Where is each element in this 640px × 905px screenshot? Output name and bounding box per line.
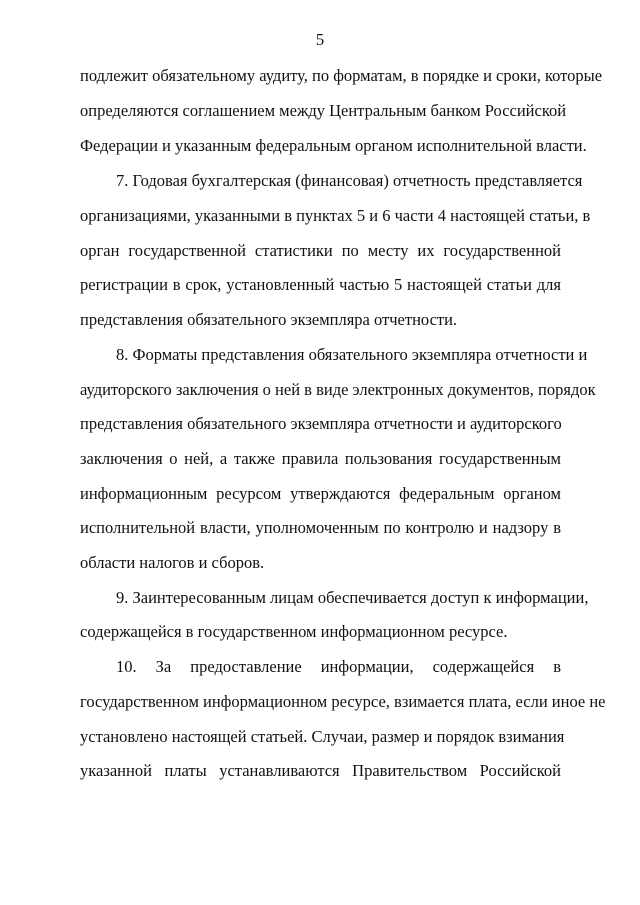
- text-line: области налогов и сборов.: [80, 553, 265, 572]
- paragraph-7-first-line: 7. Годовая бухгалтерская (финансовая) отчетность представляется: [116, 171, 583, 190]
- text-line: представления обязательного экземпляра отчетности.: [80, 310, 458, 329]
- text-line: информационным ресурсом утверждаются федеральным органом: [80, 484, 561, 503]
- text-line: подлежит обязательному аудиту, по форматам, в порядке и сроки, которые: [80, 66, 603, 85]
- text-line: заключения о ней, а также правила пользования государственным: [80, 449, 561, 468]
- text-line: исполнительной власти, уполномоченным по контролю и надзору в: [80, 518, 561, 537]
- text-line: орган государственной статистики по месту их государственной: [80, 241, 561, 260]
- paragraph-9-first-line: 9. Заинтересованным лицам обеспечивается доступ к информации,: [116, 588, 589, 607]
- text-line: содержащейся в государственном информационном ресурсе.: [80, 622, 508, 641]
- paragraph-10-first-line: 10. За предоставление информации, содержащейся в: [116, 657, 561, 676]
- text-line: регистрации в срок, установленный частью 5 настоящей статьи для: [80, 275, 561, 294]
- text-line: Федерации и указанным федеральным органом исполнительной власти.: [80, 136, 587, 155]
- text-line: установлено настоящей статьей. Случаи, размер и порядок взимания: [80, 727, 565, 746]
- text-line: организациями, указанными в пунктах 5 и 6 части 4 настоящей статьи, в: [80, 206, 591, 225]
- text-line: представления обязательного экземпляра отчетности и аудиторского: [80, 414, 562, 433]
- paragraph-8-first-line: 8. Форматы представления обязательного экземпляра отчетности и: [116, 345, 588, 364]
- text-line: определяются соглашением между Центральным банком Российской: [80, 101, 567, 120]
- page-number: 5: [315, 30, 325, 49]
- text-line: государственном информационном ресурсе, взимается плата, если иное не: [80, 692, 606, 711]
- text-line: аудиторского заключения о ней в виде электронных документов, порядок: [80, 380, 596, 399]
- text-line: указанной платы устанавливаются Правительством Российской: [80, 761, 561, 780]
